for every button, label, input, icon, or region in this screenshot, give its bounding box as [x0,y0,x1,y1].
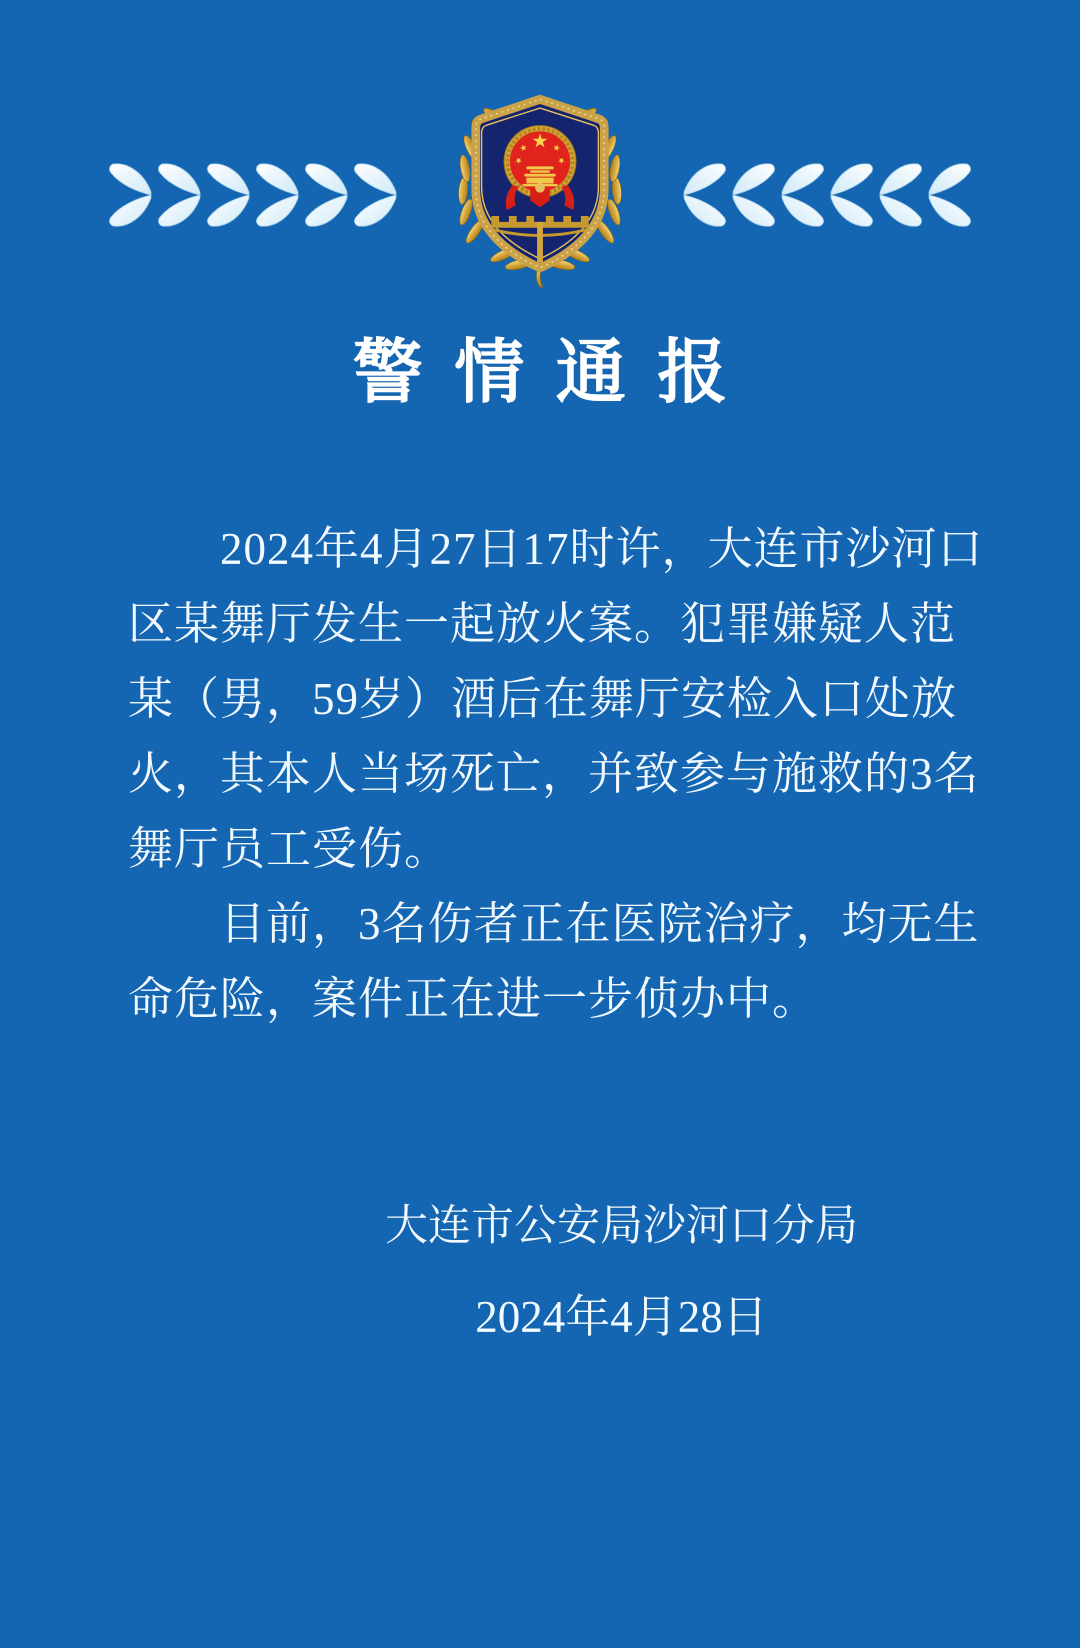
wing-chevron-icon [779,163,825,227]
wing-chevron-icon [157,163,203,227]
wing-chevron-icon [353,163,399,227]
wing-chevron-icon [255,163,301,227]
right-chevron-row [681,163,972,227]
body-line: 某（男，59岁）酒后在舞厅安检入口处放 [128,674,958,724]
signature-block [385,1198,858,1345]
wing-chevron-icon [926,163,972,227]
page-title: 警情通报 [352,335,759,412]
left-chevron-row [108,163,399,227]
wing-chevron-icon [206,163,252,227]
issuer-name: 大连市公安局沙河口分局 [385,1202,858,1250]
body-line: 目前，3名伤者正在医院治疗，均无生 [220,899,980,949]
issue-date: 2024年4月28日 [475,1292,768,1342]
body-line: 舞厅员工受伤。 [128,824,451,874]
body-line: 命危险，案件正在进一步侦办中。 [128,974,819,1024]
wing-chevron-icon [304,163,350,227]
wing-chevron-icon [730,163,776,227]
body-line: 2024年4月27日17时许，大连市沙河口 [220,524,984,574]
wing-chevron-icon [681,163,727,227]
body-line: 火，其本人当场死亡，并致参与施救的3名 [128,749,980,799]
wing-chevron-icon [828,163,874,227]
chinese-police-badge-icon [442,74,638,288]
body-line: 区某舞厅发生一起放火案。犯罪嫌疑人范 [128,599,957,649]
wing-chevron-icon [108,163,154,227]
wing-chevron-icon [877,163,923,227]
notice-body [128,512,984,1037]
